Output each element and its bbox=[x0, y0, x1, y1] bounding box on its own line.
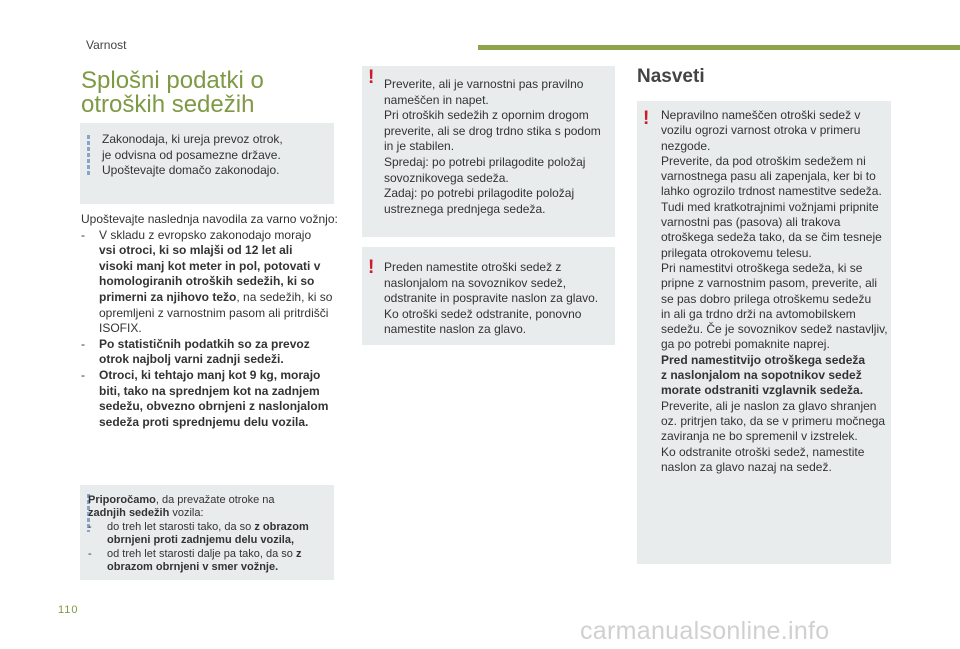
bullet-dash: - bbox=[88, 520, 92, 533]
bullet-item bbox=[81, 368, 356, 430]
tip-bold-line: Pred namestitvijo otroškega sedeža bbox=[661, 352, 866, 367]
bullet-line: sedeža proti sprednjemu delu vozila. bbox=[99, 414, 309, 429]
tip-line: Tudi med kratkotrajnimi vožnjami pripnite bbox=[661, 199, 879, 214]
warning-box-seatbelt bbox=[362, 66, 615, 237]
rec-item bbox=[88, 548, 332, 575]
warning-line: nameščen in napet. bbox=[384, 92, 489, 107]
warning-line: Zadaj: po potrebi prilagodite položaj bbox=[384, 186, 575, 201]
warning-icon: ! bbox=[368, 257, 375, 278]
warning-line: namestite naslon za glavo. bbox=[384, 322, 527, 337]
tip-line: Preverite, ali je naslon za glavo shranjen bbox=[661, 398, 877, 413]
tip-line: nezgode. bbox=[661, 138, 711, 153]
rec-text: , da prevažate otroke na bbox=[155, 494, 275, 506]
tip-line: oz. pritrjen tako, da se v primeru močnega bbox=[661, 413, 886, 428]
tip-bold-line: z naslonjalom na sopotnikov sedež bbox=[661, 368, 862, 383]
warning-icon: ! bbox=[368, 67, 375, 88]
recommendation-text bbox=[88, 494, 332, 574]
tip-line: vozilu ogrozi varnost otroka v primeru bbox=[661, 123, 861, 138]
tip-line: lahko ogrozilo trdnost namestitve sedeža. bbox=[661, 184, 882, 199]
tip-line: prilegata otrokovemu telesu. bbox=[661, 245, 812, 260]
warning-line: Ko otroški sedež odstranite, ponovno bbox=[384, 306, 582, 321]
rec-bold: z bbox=[295, 547, 302, 560]
info-box-legislation bbox=[80, 123, 334, 204]
section-header: Varnost bbox=[86, 38, 127, 52]
watermark: carmanualsonline.info bbox=[580, 617, 830, 645]
bullet-line: V skladu z evropsko zakonodajo morajo bbox=[99, 227, 312, 242]
warning-line: odstranite in pospravite naslon za glavo. bbox=[384, 291, 599, 306]
tip-line: otroškega sedeža tako, da se čim tesneje bbox=[661, 230, 882, 245]
warning-line: sovoznikovega sedeža. bbox=[384, 170, 509, 185]
rec-bold: Priporočamo bbox=[88, 494, 156, 506]
info-line: Zakonodaja, ki ureja prevoz otrok, bbox=[102, 132, 283, 146]
info-bar bbox=[87, 135, 90, 175]
tip-line: Nepravilno nameščen otroški sedež v bbox=[661, 108, 861, 122]
bullet-dash: - bbox=[81, 227, 85, 242]
header-rule bbox=[478, 45, 960, 50]
tip-line: naslon za glavo nazaj na sedež. bbox=[661, 459, 832, 474]
info-line: Upoštevajte domačo zakonodajo. bbox=[102, 163, 280, 178]
tip-line: Pri namestitvi otroškega sedeža, ki se bbox=[661, 260, 863, 275]
bullet-item bbox=[81, 228, 356, 337]
tip-line: varnostni pas (pasova) ali trakova bbox=[661, 215, 841, 230]
tip-line: ga po potrebi pomaknite naprej. bbox=[661, 337, 830, 352]
bullet-line: sedežu, obvezno obrnjeni z naslonjalom bbox=[99, 399, 329, 414]
warning-box-headrest bbox=[362, 247, 615, 345]
bullet-line: Otroci, ki tehtajo manj kot 9 kg, morajo bbox=[99, 367, 321, 382]
bullet-line: visoki manj kot meter in pol, potovati v bbox=[99, 258, 321, 273]
page-number: 110 bbox=[58, 604, 79, 616]
page-title: Splošni podatki o otroških sedežih bbox=[81, 67, 264, 118]
tip-bold-line: morate odstraniti vzglavnik sedeža. bbox=[661, 383, 864, 398]
tip-line: in ali ga trdno drži na avtomobilskem bbox=[661, 306, 856, 321]
warning-line: Preden namestite otroški sedež z bbox=[384, 260, 562, 274]
bullet-item bbox=[81, 337, 356, 368]
rec-text: do treh let starosti tako, da so bbox=[107, 520, 255, 533]
bullet-line: otrok najbolj varni zadnji sedeži. bbox=[99, 352, 284, 367]
bullet-dash: - bbox=[88, 547, 92, 560]
rec-text: vozila: bbox=[169, 507, 204, 520]
bullet-text: , na sedežih, ki so bbox=[236, 289, 333, 304]
bullet-line: homologiranih otroških sedežih, ki so bbox=[99, 274, 315, 289]
intro-text: Upoštevajte naslednja navodila za varno vožnjo: bbox=[81, 212, 338, 226]
warning-line: in je stabilen. bbox=[384, 139, 455, 154]
bullet-bold: primerni za njihovo težo bbox=[99, 289, 237, 304]
warning-line: Spredaj: po potrebi prilagodite položaj bbox=[384, 154, 586, 169]
warning-line: Preverite, ali je varnostni pas pravilno bbox=[384, 77, 584, 91]
bullet-line: ISOFIX. bbox=[99, 321, 142, 336]
warning-line: naslonjalom na sovoznikov sedež, bbox=[384, 275, 567, 290]
warning-icon: ! bbox=[643, 108, 650, 129]
bullet-dash: - bbox=[81, 367, 85, 382]
safety-instructions bbox=[81, 212, 356, 430]
tip-line: sedežu. Če je sovoznikov sedež nastavljiv, bbox=[661, 322, 888, 337]
warning-line: preverite, ali se drog trdno stika s podom bbox=[384, 123, 601, 138]
rec-bold: obrnjeni proti zadnjemu delu vozila, bbox=[107, 534, 295, 547]
bullet-line: vsi otroci, ki so mlajši od 12 let ali bbox=[99, 243, 293, 258]
warning-line: ustreznega prednjega sedeža. bbox=[384, 201, 546, 216]
tips-title: Nasveti bbox=[637, 66, 705, 87]
bullet-line: biti, tako na sprednjem kot na zadnjem bbox=[99, 383, 320, 398]
bullet-dash: - bbox=[81, 336, 85, 351]
tip-line: pripne z varnostnim pasom, preverite, ali bbox=[661, 276, 878, 291]
rec-bold: z obrazom bbox=[254, 520, 309, 533]
bullet-line: opremljeni z varnostnim pasom ali pritrdišči bbox=[99, 305, 329, 320]
tip-line: Ko odstranite otroški sedež, namestite bbox=[661, 444, 865, 459]
bullet-line: Po statističnih podatkih so za prevoz bbox=[99, 336, 310, 351]
info-line: je odvisna od posamezne države. bbox=[102, 147, 281, 162]
rec-bold: zadnjih sedežih bbox=[88, 507, 170, 520]
rec-bold: obrazom obrnjeni v smer vožnje. bbox=[107, 561, 279, 574]
warning-box-tips bbox=[637, 101, 891, 564]
warning-line: Pri otroških sedežih z opornim drogom bbox=[384, 108, 589, 123]
rec-item bbox=[88, 521, 332, 548]
rec-text: od treh let starosti dalje pa tako, da so bbox=[107, 547, 296, 560]
tip-line: se pas dobro prilega otroškemu sedežu bbox=[661, 291, 872, 306]
tip-line: Preverite, da pod otroškim sedežem ni bbox=[661, 153, 866, 168]
tip-line: varnostnega pasu ali zapenjala, ker bi to bbox=[661, 169, 876, 184]
tip-line: zaviranja ne bo spremenil v izstrelek. bbox=[661, 429, 858, 444]
